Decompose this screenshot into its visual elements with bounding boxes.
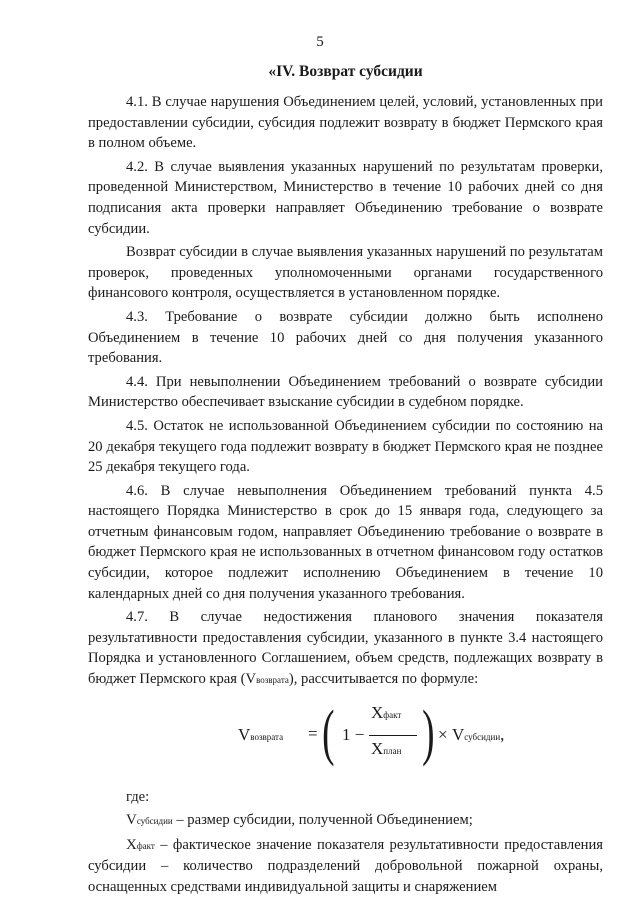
paragraph-4-5: 4.5. Остаток не использованной Объединением субсидии по состоянию на 20 декабря текущего года подлежит возврату в бюджет Пермского края не позднее 25 декабря текущего года. — [88, 417, 603, 476]
definition-v-subsidy: Vсубсидии – размер субсидии, полученной Объединением; — [126, 812, 473, 829]
formula-right-paren: ) — [422, 698, 435, 767]
paragraph-4-7 — [88, 607, 603, 690]
paragraph-4-7-end: ), рассчитывается по формуле: — [288, 671, 479, 688]
section-title: «IV. Возврат субсидии — [268, 63, 423, 80]
definition-x-fact: Xфакт – фактическое значение показателя результативности предоставления субсидии – количество подразделений добровольной пожарной охраны, оснащенных средствами индивидуальной защиты и снаряжением — [88, 836, 603, 895]
paragraph-4-7-subscript: возврата — [256, 675, 289, 686]
paragraph-4-2-continued: Возврат субсидии в случае выявления указанных нарушений по результатам проверок, проведенных уполномоченными органами государственного финансового контроля, осуществляется в установленном порядке. — [88, 244, 603, 302]
formula-times: × — [438, 724, 448, 744]
return-formula — [88, 697, 603, 777]
paragraph-4-1: 4.1. В случае нарушения Объединением целей, условий, установленных при предоставлении субсидии, субсидия подлежит возврату в бюджет Пермского края в полном объеме. — [88, 94, 603, 152]
paragraph-4-3: 4.3. Требование о возврате субсидии должно быть исполнено Объединением в течение 10 рабочих дней со дня получения указанного требования. — [88, 308, 603, 367]
formula-left-paren: ( — [322, 698, 335, 767]
formula-rhs: Vсубсидии, — [452, 724, 505, 744]
page-number: 5 — [316, 34, 324, 50]
formula-one-minus: 1 − — [342, 724, 365, 744]
document-body — [88, 92, 603, 901]
paragraph-4-2: 4.2. В случае выявления указанных нарушений по результатам проверки, проведенной Министерством, Министерство в течение 10 рабочих дней со дня подписания акта проверки направляет Объединению требование о возврате субсидии. — [88, 158, 603, 237]
formula-equals: = — [308, 723, 318, 743]
paragraph-4-6: 4.6. В случае невыполнения Объединением требований пункта 4.5 настоящего Порядка Министерство в срок до 15 января года, следующего за отчетным финансовым годом, направляет Объединению требование о возврате в бюджет Пермского края не использованных в отчетном финансовом году остатков субсидии, которое подлежит исполнению Объединением в течение 10 календарных дней со дня получения указанного требования. — [88, 482, 603, 602]
formula-lhs: Vвозврата — [238, 724, 284, 744]
formula-denominator: Xплан — [371, 738, 402, 758]
formula-numerator: Xфакт — [371, 702, 402, 722]
paragraph-4-7-text: 4.7. В случае недостижения планового значения показателя результативности предоставления субсидии, указанного в пункте 3.4 настоящего Порядка и установленного Соглашением, объем средств, подлежащих возврату в бюджет Пермского края (V — [88, 609, 603, 688]
formula-fraction-line — [369, 735, 417, 736]
paragraph-4-4: 4.4. При невыполнении Объединением требований о возврате субсидии Министерство обеспечивает взыскание субсидии в судебном порядке. — [88, 373, 603, 411]
where-label: где: — [126, 788, 150, 805]
